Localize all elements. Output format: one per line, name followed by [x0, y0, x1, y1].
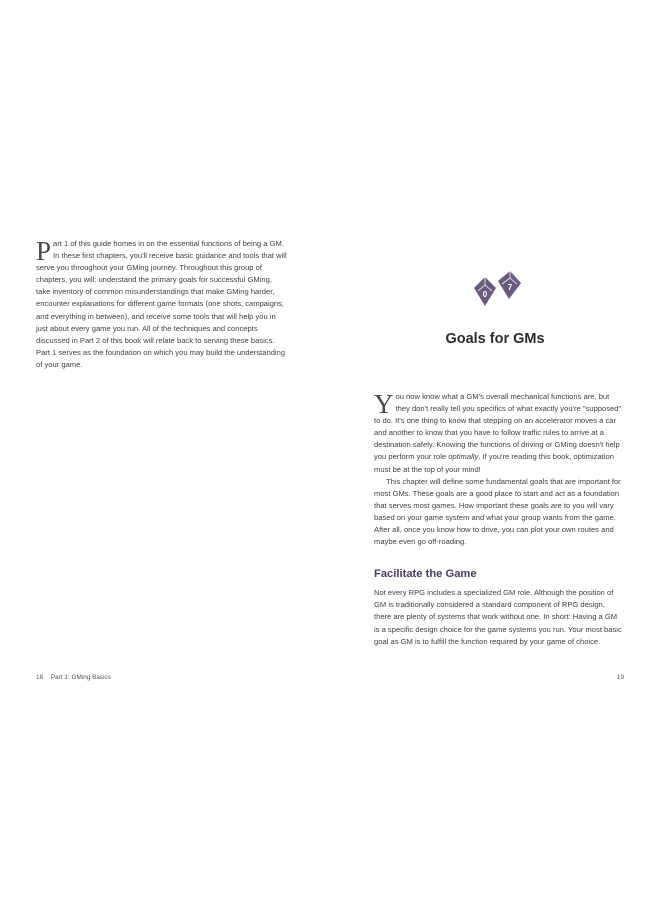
intro-paragraph [36, 238, 288, 371]
section-paragraph: Not every RPG includes a specialized GM role. Although the position of GM is traditionally considered a standard component of RPG design, there are plenty of systems that work without one. In short: Having a GM is a specific design choice for the game systems you run. Your most basic goal as GM is to fulfill the function required by your game of choice. [374, 588, 622, 646]
running-head: Part 1: GMing Basics [50, 674, 111, 681]
body-paragraph: This chapter will define some fundamental goals that are important for most GMs. These goals are a good place to start and act as a foundation that serves most games. How important these goals are to you will vary based on your game system and what your group wants from the game. After all, once you know how to drive, you can plot your own routes and maybe even go off-roading. [374, 476, 621, 547]
right-footer [617, 674, 624, 681]
die-right-face: 7 [507, 283, 513, 292]
d10-dice-icon [466, 268, 528, 312]
chapter-title: Goals for GMs [445, 331, 545, 347]
page-number: 19 [616, 674, 624, 681]
drop-cap: P [36, 236, 52, 266]
page-number: 18 [36, 674, 44, 681]
intro-emphasis: optimally [448, 452, 479, 462]
chapter-intro-paragraph [374, 391, 624, 476]
part-intro [36, 238, 288, 371]
drop-cap: Y [374, 389, 394, 419]
die-left [474, 277, 496, 306]
right-page [330, 0, 660, 900]
left-footer [36, 674, 111, 681]
intro-text-part2: . If you're reading this book, optimization must be at the top of your mind! [374, 452, 614, 474]
intro-text: art 1 of this guide homes in on the essential functions of being a GM. In these first chapters, you'll receive basic guidance and tools that will serve you throughout your GMing journey. Throughout this group of chapters, you will: understand the primary goals for successful GMing, take inventory of common misunderstandings that make GMing harder, encounter explanations for different game formats (one shots, campaigns, and everything in between), and receive some tools that will help you in just about every game you run. All of the techniques and concepts discussed in Part 2 of this book will relate back to serving these basics. Part 1 serves as the foundation on which you may build the understanding of your game. [36, 239, 287, 369]
chapter-body [374, 391, 624, 648]
die-left-face: 0 [482, 290, 488, 299]
die-right [498, 271, 521, 299]
intro-text-part1: ou now know what a GM's overall mechanical functions are, but they don't really tell you specifics of what exactly you're "supposed" to do. It's one thing to know that stepping on an accelerator moves a car and another to know that you have to follow traffic rules to arrive at a destination safely. Knowing the functions of driving or GMing doesn't help you perform your role [374, 392, 622, 462]
section-heading: Facilitate the Game [374, 568, 477, 581]
